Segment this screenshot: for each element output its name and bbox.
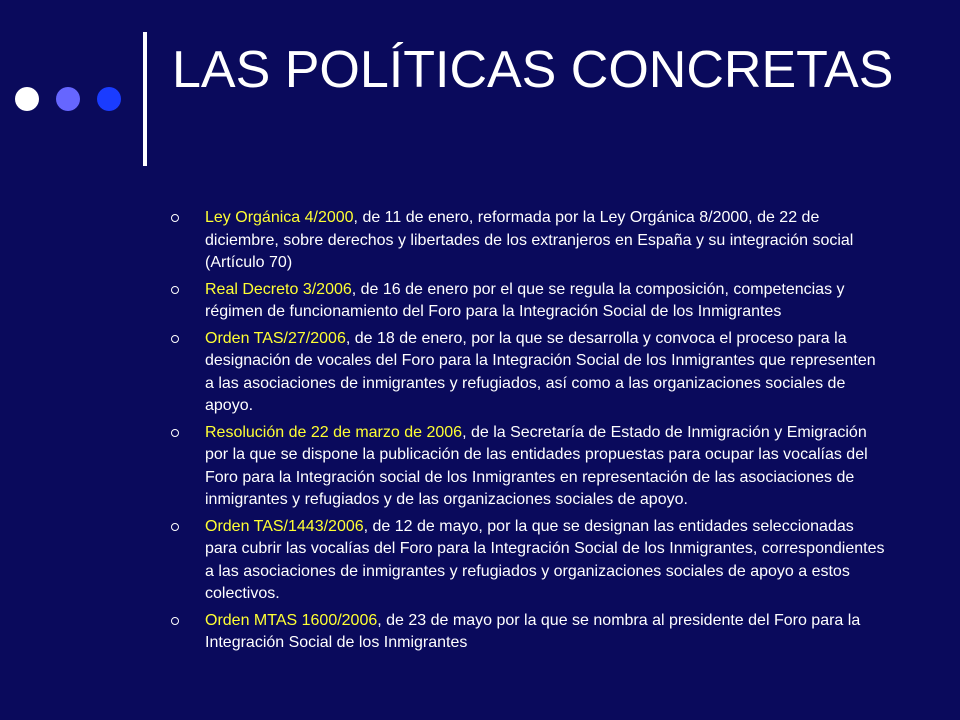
bullet-text: , de 23 de mayo por la que se nombra al presidente del Foro para la Integración Social de los Inmigrantes bbox=[205, 611, 861, 651]
title-divider bbox=[143, 32, 147, 166]
bullet-circle-icon bbox=[171, 429, 179, 437]
dot-lavender bbox=[56, 87, 80, 111]
bullet-item bbox=[171, 328, 886, 418]
bullet-item bbox=[171, 279, 886, 324]
bullet-circle-icon bbox=[171, 214, 179, 222]
legal-reference: Real Decreto 3/2006 bbox=[205, 280, 352, 298]
slide-title: LAS POLÍTICAS CONCRETAS bbox=[172, 41, 894, 99]
bullet-text: , de la Secretaría de Estado de Inmigración y Emigración por la que se dispone la publicación de las entidades propuestas para ocupar las vocalías del Foro para la Integración social de los Inmigrantes en representación de las asociaciones de inmigrantes y refugiados y de las organizaciones sociales de apoyo. bbox=[205, 423, 868, 508]
legal-reference: Orden TAS/27/2006 bbox=[205, 329, 346, 347]
bullet-item bbox=[171, 422, 886, 512]
bullet-circle-icon bbox=[171, 335, 179, 343]
bullet-item bbox=[171, 610, 886, 655]
bullet-text: , de 12 de mayo, por la que se designan las entidades seleccionadas para cubrir las vocalías del Foro para la Integración Social de los Inmigrantes, correspondientes a las asociaciones de inmigrantes y refugiados y organizaciones sociales de apoyo a estos colectivos. bbox=[205, 517, 885, 602]
legal-reference: Resolución de 22 de marzo de 2006 bbox=[205, 423, 463, 441]
bullet-text: , de 18 de enero, por la que se desarrolla y convoca el proceso para la designación de vocales del Foro para la Integración Social de los Inmigrantes que representen a las asociaciones de inmigrantes y refugiados, así como a las organizaciones sociales de apoyo. bbox=[205, 329, 876, 414]
legal-reference: Orden TAS/1443/2006 bbox=[205, 517, 364, 535]
dot-blue bbox=[97, 87, 121, 111]
bullet-item bbox=[171, 207, 886, 275]
bullet-circle-icon bbox=[171, 523, 179, 531]
bullet-circle-icon bbox=[171, 286, 179, 294]
bullet-text: , de 16 de enero por el que se regula la composición, competencias y régimen de funcionamiento del Foro para la Integración Social de los Inmigrantes bbox=[205, 280, 845, 320]
bullet-item bbox=[171, 516, 886, 606]
legal-reference: Orden MTAS 1600/2006 bbox=[205, 611, 378, 629]
bullet-text: , de 11 de enero, reformada por la Ley Orgánica 8/2000, de 22 de diciembre, sobre derechos y libertades de los extranjeros en España y su integración social (Artículo 70) bbox=[205, 209, 854, 271]
legal-reference: Ley Orgánica 4/2000 bbox=[205, 209, 354, 226]
bullet-circle-icon bbox=[171, 617, 179, 625]
dot-white bbox=[15, 87, 39, 111]
bullet-list bbox=[171, 207, 886, 659]
decorative-dots bbox=[15, 87, 125, 113]
